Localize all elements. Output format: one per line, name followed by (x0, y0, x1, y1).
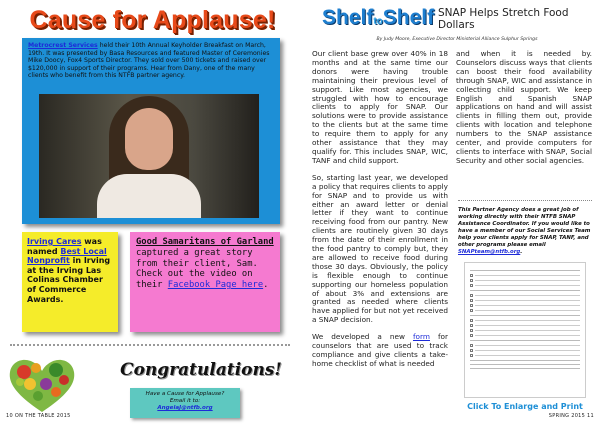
irving-text-1: was named (27, 237, 102, 256)
form-row (470, 354, 580, 357)
good-samaritans-text: captured a great story from their client, Sam. Check out the video on their (136, 247, 258, 291)
form-line (470, 360, 580, 361)
notice-text: This Partner Agency does a great job of working directly with their NTFB SNAP Assistance Coordinator. If you would like to have a member of our Social Services Team help your clients apply for SNAP, TANF, and other programs please email (458, 207, 591, 248)
form-bar (475, 305, 580, 306)
form-bar (475, 300, 580, 301)
video-thumbnail[interactable] (39, 94, 259, 218)
form-row (470, 284, 580, 287)
form-checkbox (470, 324, 473, 327)
enlarge-and-print-link[interactable]: Click To Enlarge and Print (467, 402, 583, 411)
form-bar (475, 325, 580, 326)
article-column-1 (312, 50, 448, 377)
form-bar (475, 345, 580, 346)
form-row (470, 349, 580, 352)
article-column-2 (456, 50, 592, 174)
brand-shelf-1: Shelf (322, 6, 374, 29)
form-line (470, 270, 580, 271)
notice-end: . (520, 249, 523, 255)
form-checkbox (470, 354, 473, 357)
irving-text-2: in Irving at the Irving Las Colinas Chamber of Commerce Awards. (27, 256, 111, 304)
form-bar (475, 285, 580, 286)
paragraph-text: for counselors that are used to track compliance and give clients a take-home checklist of what is needed (312, 332, 449, 368)
form-row (470, 309, 580, 312)
article-paragraph: and when it is needed by. Counselors discuss ways that clients can boost their food availability through SNAP, WIC and assistance in collecting child support. We keep English and Spanish SNAP applications on hand and will assist clients in filling them out, provide clients with location and telephone numbers to the SNAP assistance center, and provide computers for clients to interface with SNAP, Social Security and other social agencies. (456, 49, 592, 165)
article-paragraph: Our client base grew over 40% in 18 months and at the same time our donors were having trouble maintaining their previous level of support. Like most agencies, we struggled with how to encourage clients to apply for SNAP. Our solutions were to provide assistance to the clients but at the same time to require them to apply for any other assistance that they may qualify for. This includes SNAP, WIC, TANF and child support. (312, 49, 448, 165)
form-bar (475, 335, 580, 336)
article-paragraph: So, starting last year, we developed a policy that requires clients to apply for SNAP and to provide us with either an award letter or denial letter if they want to continue receiving food from our pantry. New clients are routinely given 30 days from the date of their enrollment in the food pantry to comply but, they are allowed to receive food during those 30 days. Obviously, the policy is flexible enough to continue supporting our homeless population of about 3% and extensions are granted as needed where clients have applied for but not yet received a SNAP decision. (312, 172, 448, 325)
brand-to: to (373, 16, 383, 27)
metrocrest-link[interactable]: Metrocrest Services (28, 42, 98, 49)
form-checkbox (470, 349, 473, 352)
video-person-body (97, 174, 201, 218)
form-thumbnail[interactable] (464, 262, 586, 398)
form-checkbox (470, 279, 473, 282)
article-byline: By Judy Moore, Executive Director Ministerial Alliance Sulphur Springs (376, 37, 538, 42)
form-bar (475, 355, 580, 356)
irving-cares-box (22, 232, 118, 332)
cause-for-applause-title: Cause for Applause! (29, 6, 276, 34)
form-row (470, 279, 580, 282)
article-paragraph (312, 333, 448, 369)
video-person-face (125, 108, 173, 170)
form-checkbox (470, 299, 473, 302)
form-line (470, 290, 580, 291)
form-checkbox (470, 329, 473, 332)
form-checkbox (470, 319, 473, 322)
form-line (470, 364, 580, 365)
form-bar (475, 350, 580, 351)
good-samaritans-heading: Good Samaritans of Garland (136, 237, 274, 247)
form-line (470, 368, 580, 369)
form-bar (475, 310, 580, 311)
form-row (470, 304, 580, 307)
congratulations-heading: Congratulations! (120, 360, 282, 380)
best-local-nonprofit-link[interactable]: Best Local Nonprofit (27, 246, 107, 266)
partner-agency-notice (458, 200, 592, 256)
form-bar (475, 295, 580, 296)
good-samaritans-box (130, 232, 280, 332)
form-row (470, 324, 580, 327)
form-bar (475, 280, 580, 281)
article-headline: SNAP Helps Stretch Food Dollars (438, 7, 569, 31)
left-page-footer: 10 ON THE TABLE 2015 (6, 413, 71, 419)
form-checkbox (470, 334, 473, 337)
paragraph-text: We developed a new (312, 332, 413, 342)
metrocrest-body: held their 10th Annual Keyholder Breakfast on March, 19th. It was presented by Basa Resources and featured Master of Ceremonies Mike Doocy, Fox4 Sports Director. They sold over 500 tickets and raised over $120,000 in support of their programs. Hear from Dany, one of the many clients who benefit from this NTFB partner agency. (28, 42, 270, 80)
shelf-to-shelf-logo (322, 6, 434, 30)
form-row (470, 334, 580, 337)
metrocrest-box (22, 38, 280, 224)
form-row (470, 319, 580, 322)
form-bar (475, 275, 580, 276)
form-link[interactable]: form (412, 332, 430, 342)
form-row (470, 299, 580, 302)
form-checkbox (470, 294, 473, 297)
form-line (470, 340, 580, 341)
irving-cares-link[interactable]: Irving Cares (27, 237, 82, 246)
cause-submit-line1: Have a Cause for Applause? (145, 391, 225, 397)
cause-submit-line2: Email it to: (169, 398, 201, 404)
form-line (470, 315, 580, 316)
form-row (470, 329, 580, 332)
good-samaritans-end: . (263, 280, 269, 291)
form-checkbox (470, 344, 473, 347)
form-row (470, 294, 580, 297)
form-checkbox (470, 274, 473, 277)
vegetable-heart-icon (6, 354, 78, 416)
brand-shelf-2: Shelf (382, 6, 435, 29)
form-row (470, 274, 580, 277)
cause-submit-box (130, 388, 240, 418)
section-divider (10, 344, 290, 346)
facebook-page-link[interactable]: Facebook Page here (167, 280, 264, 291)
form-bar (475, 330, 580, 331)
form-checkbox (470, 284, 473, 287)
right-page (300, 0, 600, 424)
cause-email-link[interactable]: AngelaJ@ntfb.org (157, 405, 213, 411)
form-checkbox (470, 304, 473, 307)
right-page-footer: SPRING 2015 11 (548, 413, 594, 419)
metrocrest-text (28, 42, 274, 80)
snap-team-email-link[interactable]: SNAPteam@ntfb.org (458, 249, 521, 255)
form-row (470, 344, 580, 347)
form-bar (475, 320, 580, 321)
form-checkbox (470, 309, 473, 312)
